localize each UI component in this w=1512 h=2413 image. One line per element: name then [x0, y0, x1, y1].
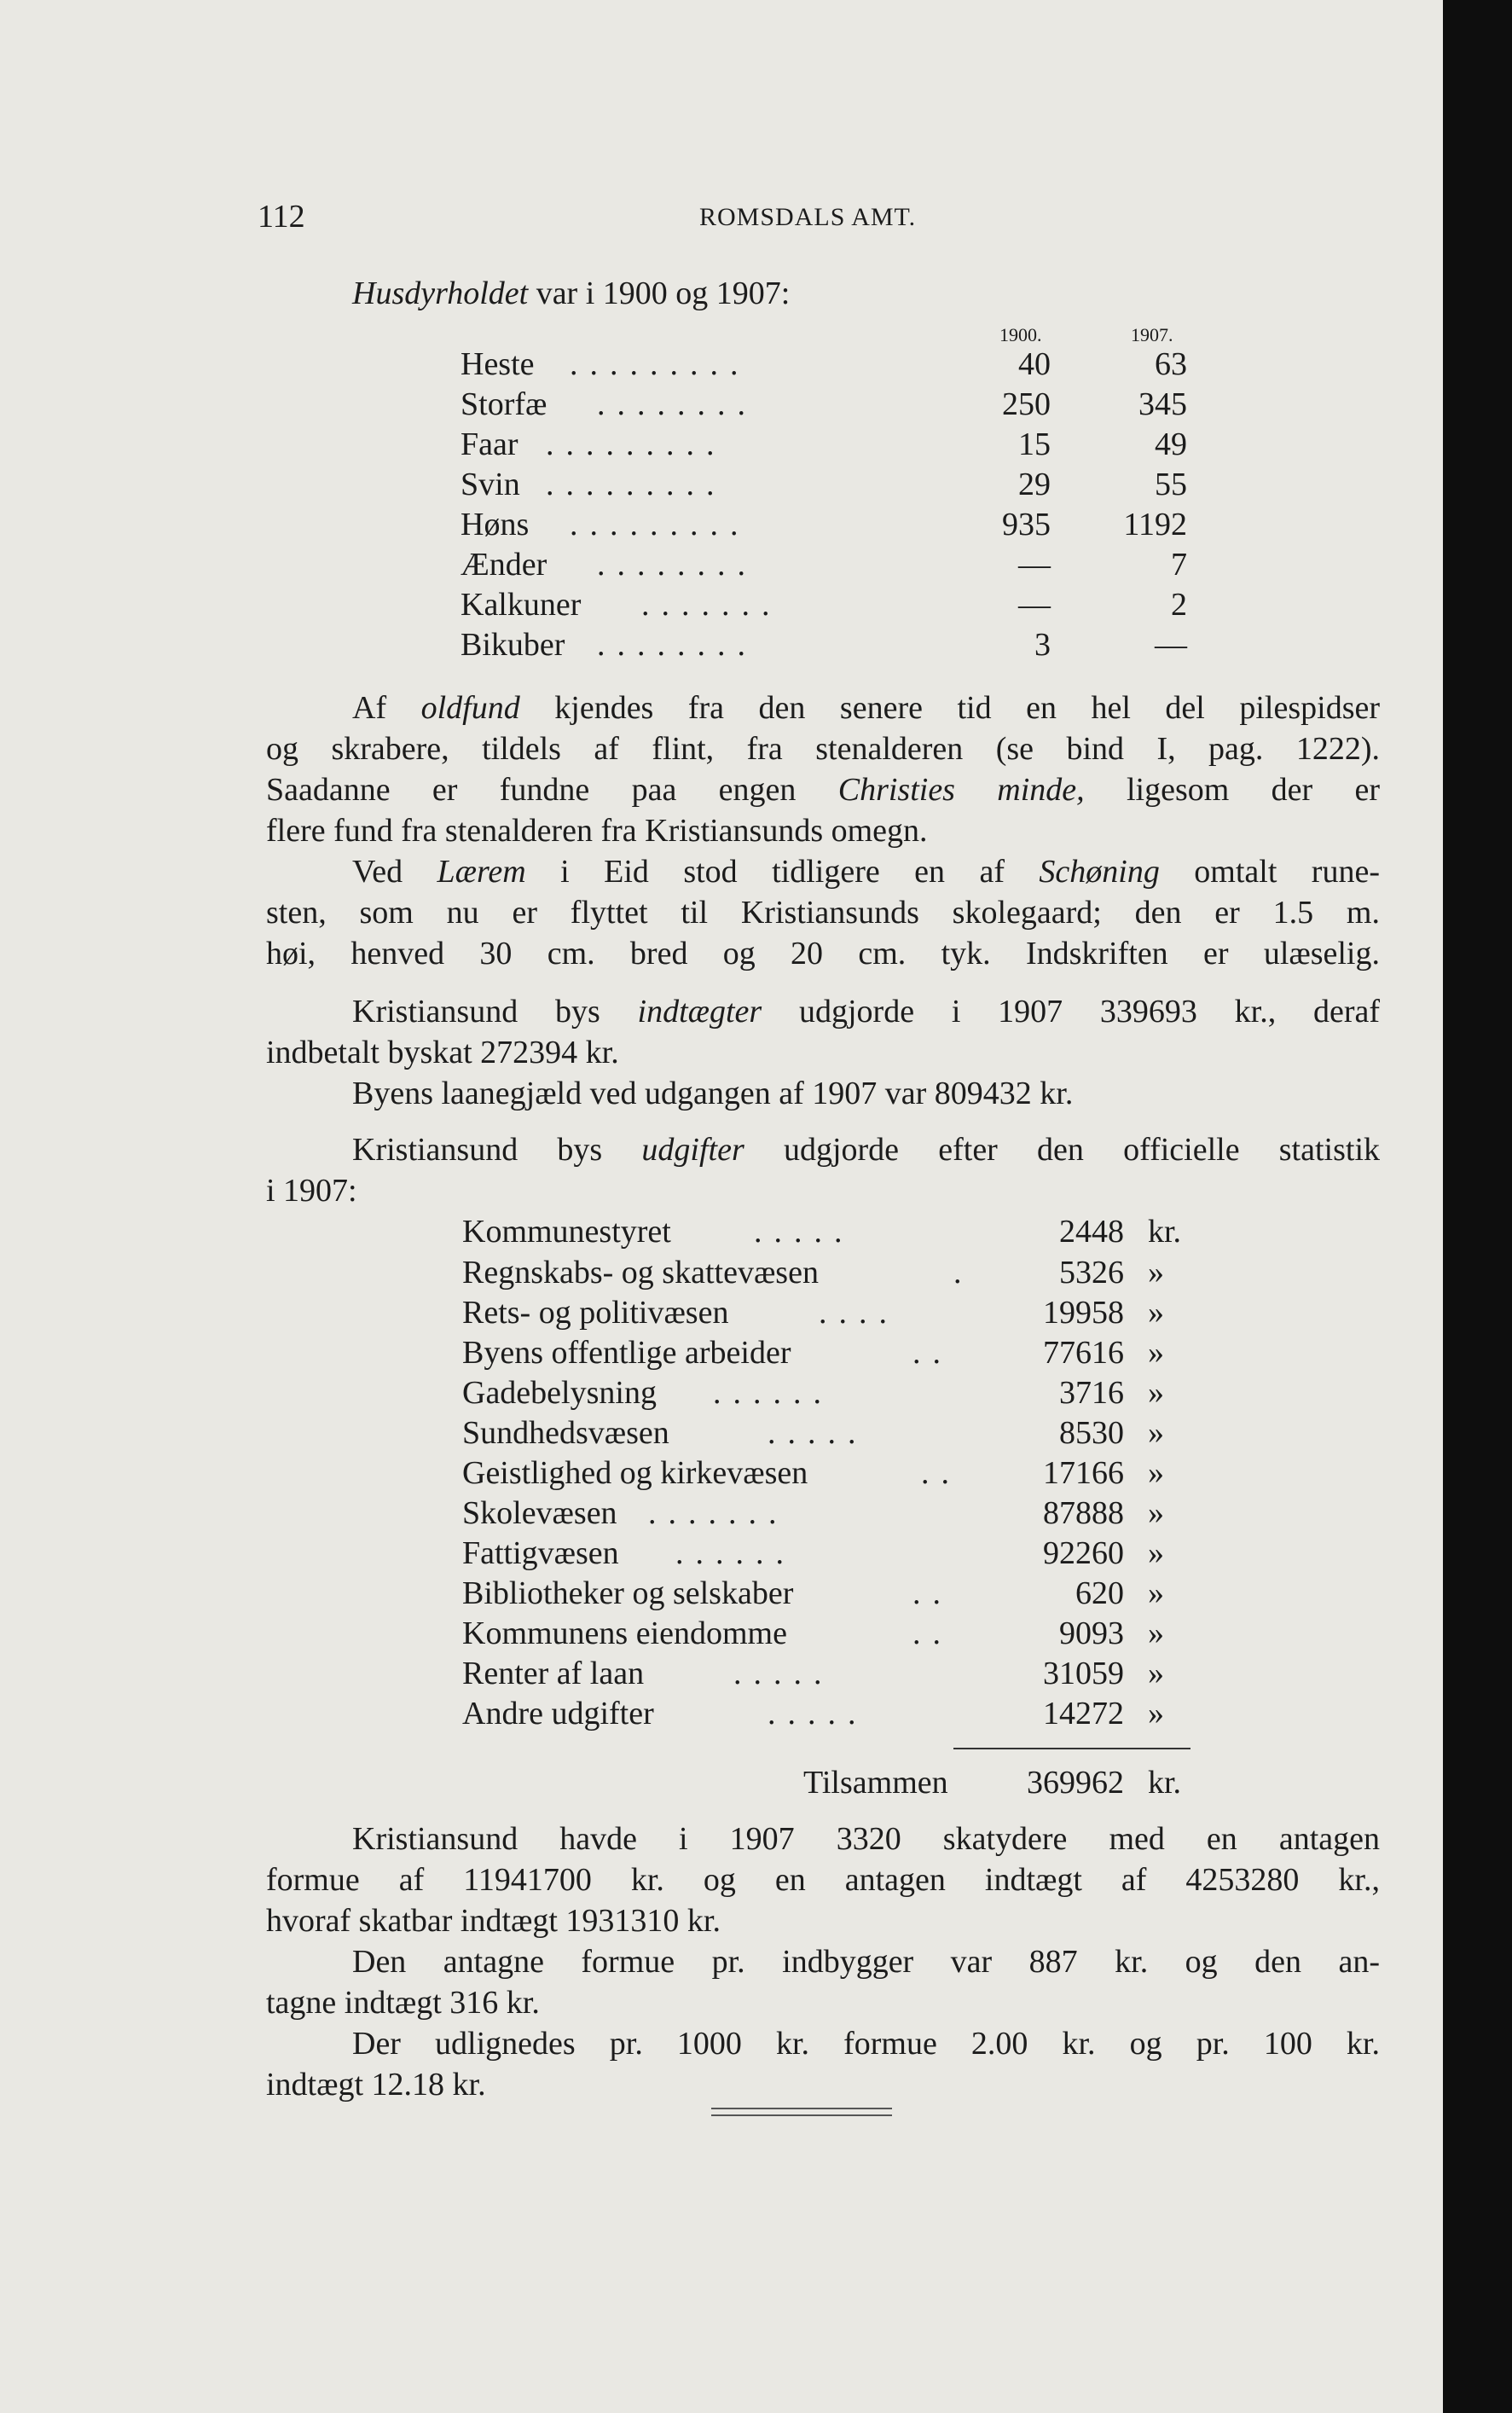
- end-rule-top: [711, 2108, 892, 2109]
- text-span: Saadanne er fundne paa engen: [266, 772, 838, 808]
- table-row: [0, 426, 1443, 465]
- expense-label: Sundhedsvæsen: [462, 1415, 669, 1451]
- table-row: [0, 1494, 1443, 1535]
- row-label: Kalkuner: [461, 587, 582, 623]
- expense-amount: 19958: [1043, 1295, 1124, 1331]
- para1-line2: og skrabere, tildels af flint, fra stenalderen (se bind I, pag. 1222).: [266, 731, 1380, 767]
- table-row: [0, 1655, 1443, 1696]
- expense-unit: »: [1148, 1575, 1164, 1611]
- expense-label: Renter af laan: [462, 1656, 645, 1691]
- italic-term: oldfund: [420, 690, 520, 726]
- leader-dots: ..: [912, 1575, 953, 1611]
- expense-label: Andre udgifter: [462, 1696, 654, 1731]
- leader-dots: .: [953, 1255, 974, 1291]
- leader-dots: ........: [597, 386, 757, 422]
- expense-unit: »: [1148, 1295, 1164, 1331]
- expense-unit: »: [1148, 1495, 1164, 1531]
- table-row: [0, 1534, 1443, 1575]
- expense-unit: »: [1148, 1615, 1164, 1651]
- para7-line2: tagne indtægt 316 kr.: [266, 1985, 540, 2021]
- expense-unit: »: [1148, 1535, 1164, 1571]
- expense-label: Rets- og politivæsen: [462, 1295, 729, 1331]
- para1-line3: [266, 771, 1380, 809]
- value-1900: 250: [1002, 386, 1051, 422]
- para1-line4: flere fund fra stenalderen fra Kristiansunds omegn.: [266, 813, 928, 849]
- table-row: [0, 386, 1443, 425]
- leader-dots: .........: [570, 346, 750, 382]
- expense-label: Regnskabs- og skattevæsen: [462, 1255, 819, 1291]
- leader-dots: ..: [912, 1335, 953, 1371]
- table-row: [0, 506, 1443, 545]
- expense-amount: 87888: [1043, 1495, 1124, 1531]
- value-1907: 55: [1155, 467, 1187, 502]
- para2-line2: sten, som nu er flyttet til Kristiansunds skolegaard; den er 1.5 m.: [266, 895, 1380, 931]
- table-row: [0, 1334, 1443, 1375]
- leader-dots: ......: [713, 1375, 833, 1411]
- para5-line1: [352, 1131, 1380, 1169]
- table-row: [0, 1414, 1443, 1455]
- value-1907: 2: [1171, 587, 1187, 623]
- italic-term: indtægter: [637, 994, 762, 1030]
- expense-amount: 8530: [1059, 1415, 1124, 1451]
- value-1907: 345: [1138, 386, 1187, 422]
- table-row: [0, 586, 1443, 625]
- expense-unit: »: [1148, 1375, 1164, 1411]
- para6-line1: Kristiansund havde i 1907 3320 skatydere med en antagen: [352, 1821, 1380, 1857]
- italic-term: Schøning: [1039, 854, 1160, 890]
- running-title: ROMSDALS AMT.: [699, 203, 917, 231]
- table-row: [0, 1454, 1443, 1495]
- expense-unit: kr.: [1148, 1214, 1182, 1250]
- table-row: [0, 1294, 1443, 1335]
- leader-dots: ........: [597, 627, 757, 663]
- para4-line1: Byens laanegjæld ved udgangen af 1907 var 809432 kr.: [352, 1076, 1074, 1111]
- expense-unit: »: [1148, 1255, 1164, 1291]
- row-label: Svin: [461, 467, 520, 502]
- text-span: i Eid stod tidligere en af: [525, 854, 1040, 890]
- livestock-intro-italic: Husdyrholdet: [352, 276, 529, 311]
- scan-dark-edge: [1443, 0, 1512, 2413]
- value-1900: 15: [1018, 426, 1051, 462]
- italic-term: Christies minde,: [837, 772, 1085, 808]
- col-header-1900: 1900.: [999, 324, 1042, 345]
- value-1907: —: [1155, 627, 1187, 663]
- para2-line3: høi, henved 30 cm. bred og 20 cm. tyk. Indskriften er ulæselig.: [266, 936, 1380, 972]
- text-span: Kristiansund bys: [352, 1132, 642, 1168]
- leader-dots: .....: [768, 1415, 868, 1451]
- total-row: [0, 1764, 1443, 1805]
- expense-amount: 2448: [1059, 1214, 1124, 1250]
- para6-line3: hvoraf skatbar indtægt 1931310 kr.: [266, 1903, 721, 1939]
- expense-label: Kommunestyret: [462, 1214, 671, 1250]
- expense-amount: 9093: [1059, 1615, 1124, 1651]
- row-label: Høns: [461, 507, 530, 542]
- table-row: [0, 1615, 1443, 1656]
- row-label: Ænder: [461, 547, 547, 583]
- table-row: [0, 1695, 1443, 1736]
- leader-dots: ......: [675, 1535, 796, 1571]
- leader-dots: .....: [733, 1656, 834, 1691]
- table-row: [0, 546, 1443, 585]
- expense-label: Geistlighed og kirkevæsen: [462, 1455, 808, 1491]
- value-1907: 7: [1171, 547, 1187, 583]
- row-label: Heste: [461, 346, 535, 382]
- expense-amount: 14272: [1043, 1696, 1124, 1731]
- table-row: [0, 466, 1443, 505]
- value-1907: 1192: [1123, 507, 1187, 542]
- text-span: kjendes fra den senere tid en hel del pilespidser: [519, 690, 1381, 726]
- total-amount: 369962: [1027, 1765, 1124, 1801]
- expense-amount: 77616: [1043, 1335, 1124, 1371]
- text-span: omtalt rune-: [1159, 854, 1380, 890]
- value-1900: —: [1018, 547, 1051, 583]
- para2-line1: [352, 853, 1380, 890]
- row-label: Bikuber: [461, 627, 565, 663]
- value-1907: 63: [1155, 346, 1187, 382]
- table-row: [0, 1575, 1443, 1615]
- value-1900: 935: [1002, 507, 1051, 542]
- leader-dots: .......: [648, 1495, 789, 1531]
- end-rule-bottom: [711, 2114, 892, 2116]
- leader-dots: ..: [912, 1615, 953, 1651]
- leader-dots: .....: [768, 1696, 868, 1731]
- total-label: Tilsammen: [803, 1765, 948, 1801]
- value-1900: 3: [1034, 627, 1051, 663]
- table-row: [0, 1254, 1443, 1295]
- page-number: 112: [258, 199, 305, 235]
- expense-label: Bibliotheker og selskaber: [462, 1575, 794, 1611]
- text-span: ligesom der er: [1084, 772, 1380, 808]
- expense-unit: »: [1148, 1415, 1164, 1451]
- table-row: [0, 626, 1443, 665]
- leader-dots: .........: [546, 426, 727, 462]
- italic-term: Lærem: [437, 854, 526, 890]
- para3-line2: indbetalt byskat 272394 kr.: [266, 1035, 619, 1070]
- expense-label: Byens offentlige arbeider: [462, 1335, 791, 1371]
- livestock-intro: [352, 275, 790, 312]
- text-span: udgjorde efter den officielle statistik: [744, 1132, 1381, 1168]
- total-unit: kr.: [1148, 1765, 1182, 1801]
- text-span: udgjorde i 1907 339693 kr., deraf: [762, 994, 1381, 1030]
- expense-label: Gadebelysning: [462, 1375, 657, 1411]
- text-span: Ved: [352, 854, 437, 890]
- row-label: Faar: [461, 426, 518, 462]
- para6-line2: formue af 11941700 kr. og en antagen indtægt af 4253280 kr.,: [266, 1862, 1380, 1898]
- expense-unit: »: [1148, 1656, 1164, 1691]
- leader-dots: .......: [641, 587, 782, 623]
- text-span: Af: [352, 690, 421, 726]
- expense-unit: »: [1148, 1455, 1164, 1491]
- page-header: [0, 198, 1443, 241]
- para3-line1: [352, 993, 1380, 1030]
- livestock-intro-rest: var i 1900 og 1907:: [528, 276, 791, 311]
- para8-line1: Der udlignedes pr. 1000 kr. formue 2.00 kr. og pr. 100 kr.: [352, 2026, 1380, 2062]
- expense-amount: 92260: [1043, 1535, 1124, 1571]
- para8-line2: indtægt 12.18 kr.: [266, 2067, 486, 2103]
- expense-amount: 5326: [1059, 1255, 1124, 1291]
- expense-label: Kommunens eiendomme: [462, 1615, 787, 1651]
- leader-dots: ........: [597, 547, 757, 583]
- value-1900: 40: [1018, 346, 1051, 382]
- para1-line1: [352, 689, 1380, 727]
- leader-dots: .........: [546, 467, 727, 502]
- leader-dots: .........: [570, 507, 750, 542]
- value-1900: 29: [1018, 467, 1051, 502]
- table-row: [0, 1374, 1443, 1415]
- expense-amount: 17166: [1043, 1455, 1124, 1491]
- leader-dots: ....: [819, 1295, 899, 1331]
- expense-amount: 31059: [1043, 1656, 1124, 1691]
- italic-term: udgifter: [641, 1132, 744, 1168]
- expense-label: Fattigvæsen: [462, 1535, 619, 1571]
- leader-dots: ..: [921, 1455, 961, 1491]
- expense-label: Skolevæsen: [462, 1495, 617, 1531]
- value-1900: —: [1018, 587, 1051, 623]
- sum-rule: [953, 1748, 1190, 1749]
- table-row: [0, 1213, 1443, 1254]
- value-1907: 49: [1155, 426, 1187, 462]
- expense-unit: »: [1148, 1335, 1164, 1371]
- leader-dots: .....: [754, 1214, 854, 1250]
- expense-unit: »: [1148, 1696, 1164, 1731]
- expense-amount: 3716: [1059, 1375, 1124, 1411]
- table-row: [0, 345, 1443, 385]
- text-span: Kristiansund bys: [352, 994, 638, 1030]
- para5-line2: i 1907:: [266, 1173, 357, 1209]
- expense-amount: 620: [1075, 1575, 1124, 1611]
- para7-line1: Den antagne formue pr. indbygger var 887 kr. og den an-: [352, 1944, 1380, 1980]
- col-header-1907: 1907.: [1131, 324, 1173, 345]
- row-label: Storfæ: [461, 386, 547, 422]
